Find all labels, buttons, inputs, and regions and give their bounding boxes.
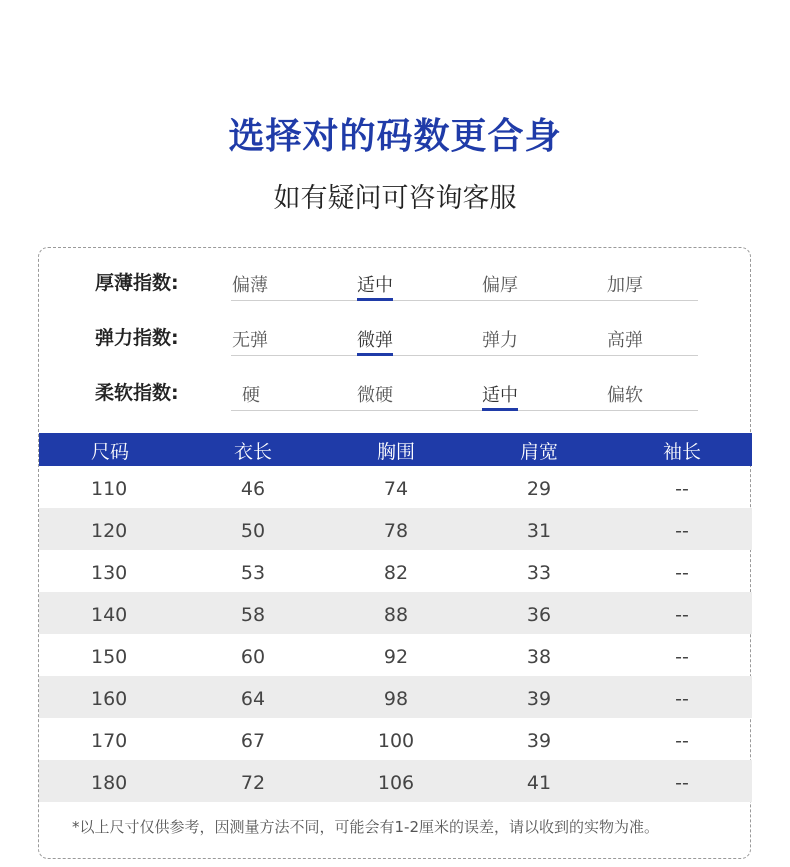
index-option (232, 271, 268, 297)
table-cell: 31 (526, 520, 552, 542)
selected-underline (357, 353, 393, 356)
table-cell: -- (675, 604, 689, 626)
index-option (607, 271, 643, 297)
table-cell: 46 (240, 478, 266, 500)
table-cell: 33 (526, 562, 552, 584)
table-cell: 170 (91, 730, 128, 752)
selected-underline (357, 298, 393, 301)
table-cell: 140 (91, 604, 128, 626)
table-cell: 130 (91, 562, 128, 584)
table-cell: 160 (91, 688, 128, 710)
table-cell: -- (675, 730, 689, 752)
table-cell: -- (675, 478, 689, 500)
table-cell: 74 (383, 478, 409, 500)
selected-underline (482, 408, 518, 411)
index-option (357, 381, 393, 407)
table-row (39, 634, 752, 676)
index-option (242, 381, 260, 407)
thickness-index-label: 厚薄指数: (95, 272, 179, 294)
index-divider (231, 355, 698, 356)
size-table-body (39, 466, 752, 802)
header-shoulder: 肩宽 (519, 441, 559, 463)
index-option (607, 381, 643, 407)
index-option-text: 高弹 (607, 330, 643, 351)
table-cell: 88 (383, 604, 409, 626)
header-chest: 胸围 (376, 441, 416, 463)
header-length: 衣长 (233, 441, 273, 463)
table-cell: 38 (526, 646, 552, 668)
index-option-text: 偏厚 (482, 275, 518, 296)
table-cell: 41 (526, 772, 552, 794)
table-cell: 50 (240, 520, 266, 542)
header-sleeve: 袖长 (662, 441, 702, 463)
thickness-index-row (95, 250, 700, 296)
table-row (39, 718, 752, 760)
table-cell: 92 (383, 646, 409, 668)
table-row (39, 550, 752, 592)
index-option-text: 硬 (242, 385, 260, 406)
index-option-text: 弹力 (482, 330, 518, 351)
index-option-text: 偏薄 (232, 275, 268, 296)
index-option-text: 微硬 (357, 385, 393, 406)
table-cell: 53 (240, 562, 266, 584)
table-cell: 58 (240, 604, 266, 626)
index-option (232, 326, 268, 352)
table-cell: 39 (526, 730, 552, 752)
index-option-text: 无弹 (232, 330, 268, 351)
table-cell: 180 (91, 772, 128, 794)
table-cell: 78 (383, 520, 409, 542)
table-cell: 72 (240, 772, 266, 794)
softness-index-label: 柔软指数: (95, 382, 179, 404)
table-cell: 82 (383, 562, 409, 584)
index-option-selected (357, 326, 393, 352)
index-divider (231, 300, 698, 301)
index-option (482, 271, 518, 297)
table-cell: 36 (526, 604, 552, 626)
index-option-text: 加厚 (607, 275, 643, 296)
table-cell: 29 (526, 478, 552, 500)
table-cell: 67 (240, 730, 266, 752)
elasticity-index-row (95, 305, 700, 351)
table-cell: 60 (240, 646, 266, 668)
table-cell: -- (675, 520, 689, 542)
table-cell: 120 (91, 520, 128, 542)
table-cell: 150 (91, 646, 128, 668)
index-option-text: 适中 (357, 275, 393, 296)
index-divider (231, 410, 698, 411)
index-option-text: 适中 (482, 385, 518, 406)
table-cell: -- (675, 772, 689, 794)
index-option-selected (482, 381, 518, 407)
table-row (39, 508, 752, 550)
disclaimer-note: *以上尺寸仅供参考，因测量方法不同，可能会有1-2厘米的误差，请以收到的实物为准。 (72, 818, 660, 836)
table-row (39, 466, 752, 508)
index-option (482, 326, 518, 352)
table-cell: 100 (377, 730, 415, 752)
table-cell: -- (675, 646, 689, 668)
table-cell: 98 (383, 688, 409, 710)
index-option-selected (357, 271, 393, 297)
size-table-header (39, 433, 752, 466)
table-cell: 106 (377, 772, 415, 794)
index-option (607, 326, 643, 352)
table-row (39, 592, 752, 634)
table-row (39, 676, 752, 718)
table-cell: 110 (91, 478, 128, 500)
table-row (39, 760, 752, 802)
index-option-text: 偏软 (607, 385, 643, 406)
table-cell: -- (675, 562, 689, 584)
softness-index-row (95, 360, 700, 406)
table-cell: 64 (240, 688, 266, 710)
page-title: 选择对的码数更合身 (228, 116, 562, 157)
elasticity-index-label: 弹力指数: (95, 327, 179, 349)
index-option-text: 微弹 (357, 330, 393, 351)
header-size: 尺码 (91, 441, 130, 463)
table-cell: 39 (526, 688, 552, 710)
page-subtitle: 如有疑问可咨询客服 (273, 183, 517, 214)
table-cell: -- (675, 688, 689, 710)
